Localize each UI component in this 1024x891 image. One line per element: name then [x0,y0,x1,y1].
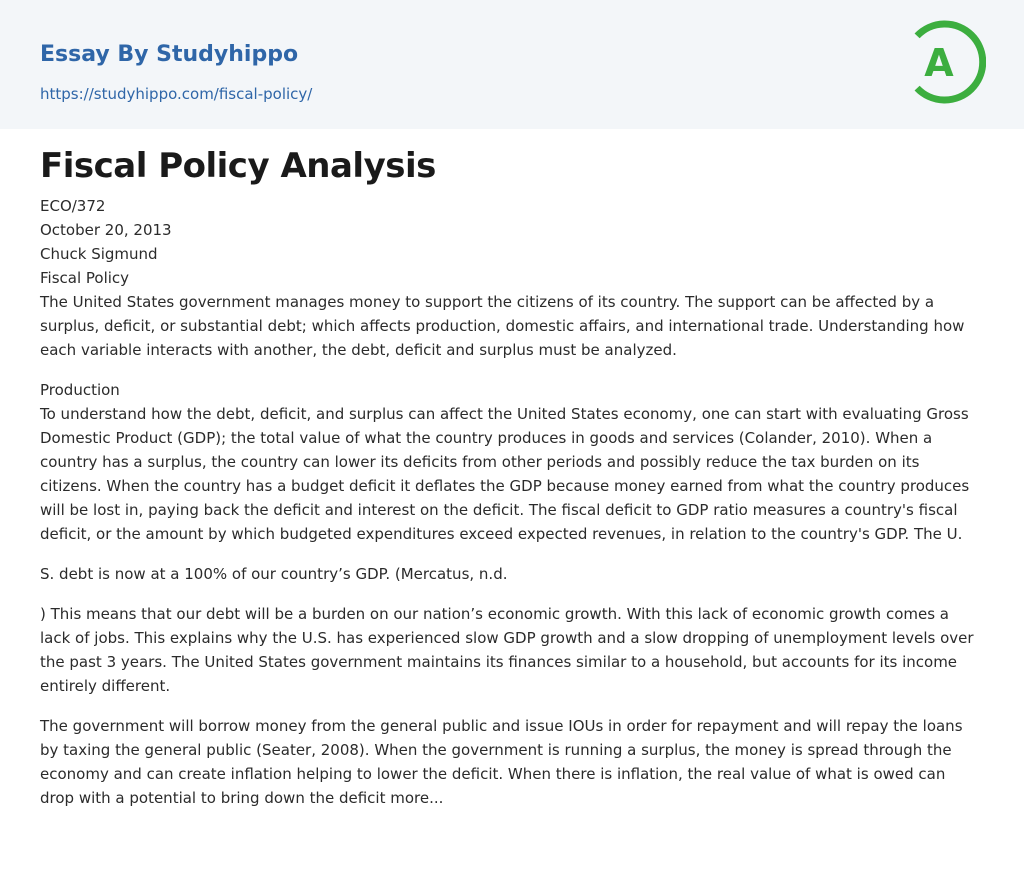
site-header [0,0,1024,129]
paragraph-debt: S. debt is now at a 100% of our country’s GDP. (Mercatus, n.d. [40,565,508,583]
author-name: Chuck Sigmund [40,245,158,263]
studyhippo-logo[interactable] [912,19,986,105]
course-code: ECO/372 [40,197,106,215]
paragraph-growth: ) This means that our debt will be a burden on our nation’s economic growth. With this lack of economic growth comes a lack of jobs. This explains why the U.S. has experienced slow GDP growth and a slow dropping of unemployment levels over the past 3 years. The United States government maintains its finances similar to a household, but accounts for its income entirely different. [40,605,974,695]
intro-paragraph: The United States government manages money to support the citizens of its country. The support can be affected by a surplus, deficit, or substantial debt; which affects production, domestic affairs, and international trade. Understanding how each variable interacts with another, the debt, deficit and surplus must be analyzed. [40,293,965,359]
svg-text:A: A [924,41,954,85]
essay-url-link[interactable]: https://studyhippo.com/fiscal-policy/ [40,85,313,103]
essay-title: Fiscal Policy Analysis [40,146,436,186]
section-heading-production: Production [40,381,120,399]
paragraph-gdp: To understand how the debt, deficit, and surplus can affect the United States economy, one can start with evaluating Gross Domestic Product (GDP); the total value of what the country produces in goods and services (Colander, 2010). When a country has a surplus, the country can lower its deficits from other periods and possibly reduce the tax burden on its citizens. When the country has a budget deficit it deflates the GDP because money earned from what the country produces will be lost in, paying back the deficit and interest on the deficit. The fiscal deficit to GDP ratio measures a country's fiscal deficit, or the amount by which budgeted expenditures exceed expected revenues, in relation to the country's GDP. The U. [40,405,970,543]
essay-date: October 20, 2013 [40,221,172,239]
essay-body [40,194,980,826]
brand-title[interactable]: Essay By Studyhippo [40,42,299,67]
paragraph-borrowing: The government will borrow money from the general public and issue IOUs in order for repayment and will repay the loans by taxing the general public (Seater, 2008). When the government is running a surplus, the money is spread through the economy and can create inflation helping to lower the deficit. When there is inflation, the real value of what is owed can drop with a potential to bring down the deficit more... [40,717,963,807]
essay-subject: Fiscal Policy [40,269,130,287]
logo-icon [912,19,986,105]
